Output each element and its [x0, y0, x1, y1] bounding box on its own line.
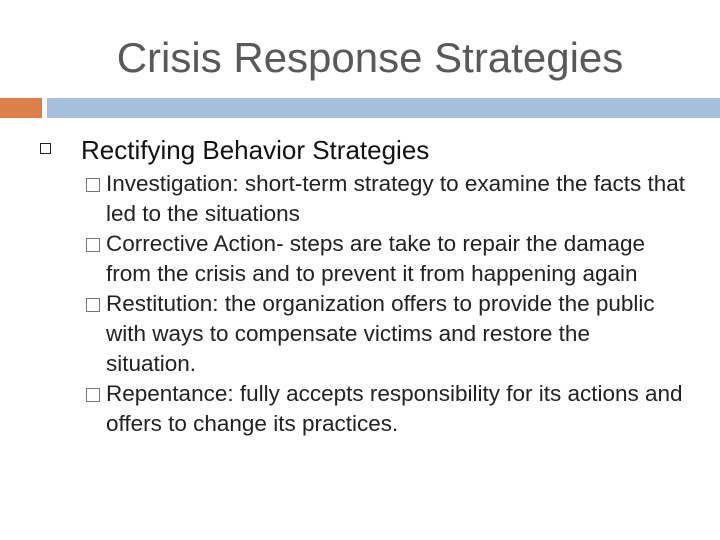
- square-bullet-icon: [40, 143, 51, 154]
- list-item: [86, 169, 686, 229]
- checkbox-bullet-icon: [86, 298, 100, 312]
- title-divider-accent: [0, 98, 42, 118]
- list-item: [86, 229, 686, 289]
- list-item-text: Investigation: short-term strategy to examine the facts that led to the situations: [106, 171, 686, 226]
- list-item-text: Corrective Action- steps are take to repair the damage from the crisis and to prevent it from happening again: [106, 231, 646, 286]
- list-item-text: Repentance: fully accepts responsibility for its actions and offers to change its practices.: [106, 381, 683, 436]
- list-item: [86, 379, 686, 439]
- title-divider-bar: [47, 98, 720, 118]
- list-item: [86, 289, 686, 379]
- list-item-text: Restitution: the organization offers to provide the public with ways to compensate victims and restore the situation.: [106, 291, 655, 376]
- checkbox-bullet-icon: [86, 238, 100, 252]
- strategy-list: [86, 169, 686, 439]
- slide-title: Crisis Response Strategies: [116, 34, 624, 81]
- section-heading: Rectifying Behavior Strategies: [81, 135, 430, 165]
- checkbox-bullet-icon: [86, 178, 100, 192]
- checkbox-bullet-icon: [86, 388, 100, 402]
